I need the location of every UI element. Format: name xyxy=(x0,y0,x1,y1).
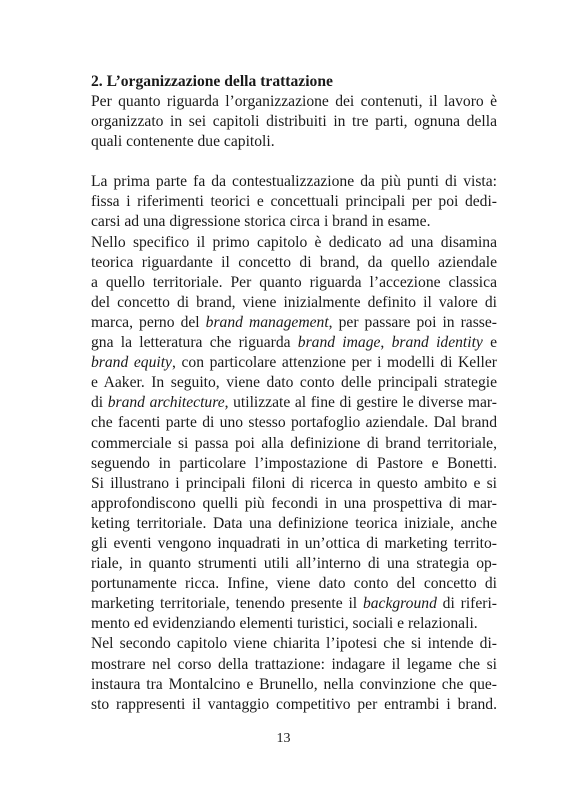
text-line: gna la letteratura che riguarda brand image, brand identity e xyxy=(91,334,498,352)
text-line: portunamente ricca. Infine, viene dato conto del concetto di xyxy=(91,575,497,593)
paragraph xyxy=(91,92,497,152)
italic-term: background xyxy=(362,595,437,613)
text-line: sto rappresenti il vantaggio competitivo per entrambi i brand. xyxy=(91,695,497,713)
text-line: quali contenente due capitoli. xyxy=(91,133,275,151)
italic-term: brand image xyxy=(297,334,381,352)
paragraph xyxy=(91,634,497,714)
page-number: 13 xyxy=(276,731,291,746)
text-line: La prima parte fa da contestualizzazione da più punti di vista: xyxy=(91,173,497,191)
italic-term: brand architecture xyxy=(107,394,225,412)
text-line: commerciale si passa poi alla definizione di brand territoriale, xyxy=(91,434,497,452)
text-line: Si illustrano i principali filoni di ricerca in questo ambito e si xyxy=(91,474,497,492)
text-line: a quello territoriale. Per quanto riguarda l’accezione classica xyxy=(91,273,497,291)
italic-term: brand equity xyxy=(91,354,172,372)
text-line: keting territoriale. Data una definizione teorica iniziale, anche xyxy=(91,514,497,532)
text-line: instaura tra Montalcino e Brunello, nella convinzione che que- xyxy=(91,675,497,693)
text-line: fissa i riferimenti teorici e concettuali principali per poi dedi- xyxy=(91,193,497,211)
text-line: organizzato in sei capitoli distribuiti in tre parti, ognuna della xyxy=(91,113,497,131)
text-line: mostrare nel corso della trattazione: indagare il legame che si xyxy=(91,655,497,673)
text-line: approfondiscono quelli più fecondi in una prospettiva di mar- xyxy=(91,494,497,512)
text-line: marketing territoriale, tenendo presente il background di riferi- xyxy=(91,595,497,613)
text-line: mento ed evidenziando elementi turistici, sociali e relazionali. xyxy=(91,615,478,633)
text-line: gli eventi vengono inquadrati in un’ottica di marketing territo- xyxy=(91,534,497,552)
page-body xyxy=(91,72,497,715)
paragraph xyxy=(91,233,497,635)
italic-term: brand management xyxy=(205,313,329,331)
text-line: carsi ad una digressione storica circa i brand in esame. xyxy=(91,213,431,231)
text-line: teorica riguardante il concetto di brand, da quello aziendale xyxy=(91,253,497,271)
text-line: Per quanto riguarda l’organizzazione dei contenuti, il lavoro è xyxy=(91,93,497,110)
text-line: Nel secondo capitolo viene chiarita l’ipotesi che si intende di- xyxy=(91,635,497,653)
text-line: marca, perno del brand management, per passare poi in rasse- xyxy=(91,313,497,331)
section-heading: 2. L’organizzazione della trattazione xyxy=(91,73,333,90)
paragraph-spacer xyxy=(91,152,497,172)
text-line: e Aaker. In seguito, viene dato conto delle principali strategie xyxy=(91,374,497,392)
text-line: brand equity, con particolare attenzione per i modelli di Keller xyxy=(91,354,498,372)
text-line: Nello specifico il primo capitolo è dedicato ad una disamina xyxy=(91,233,497,251)
paragraph xyxy=(91,172,497,232)
text-line: di brand architecture, utilizzate al fine di gestire le diverse mar- xyxy=(91,394,497,412)
text-line: seguendo in particolare l’impostazione di Pastore e Bonetti. xyxy=(91,454,497,472)
text-line: che facenti parte di uno stesso portafoglio aziendale. Dal brand xyxy=(91,414,497,432)
text-line: del concetto di brand, viene inizialmente definito il valore di xyxy=(91,293,497,311)
text-line: riale, in quanto strumenti utili all’interno di una strategia op- xyxy=(91,555,497,573)
italic-term: brand identity xyxy=(391,334,483,352)
